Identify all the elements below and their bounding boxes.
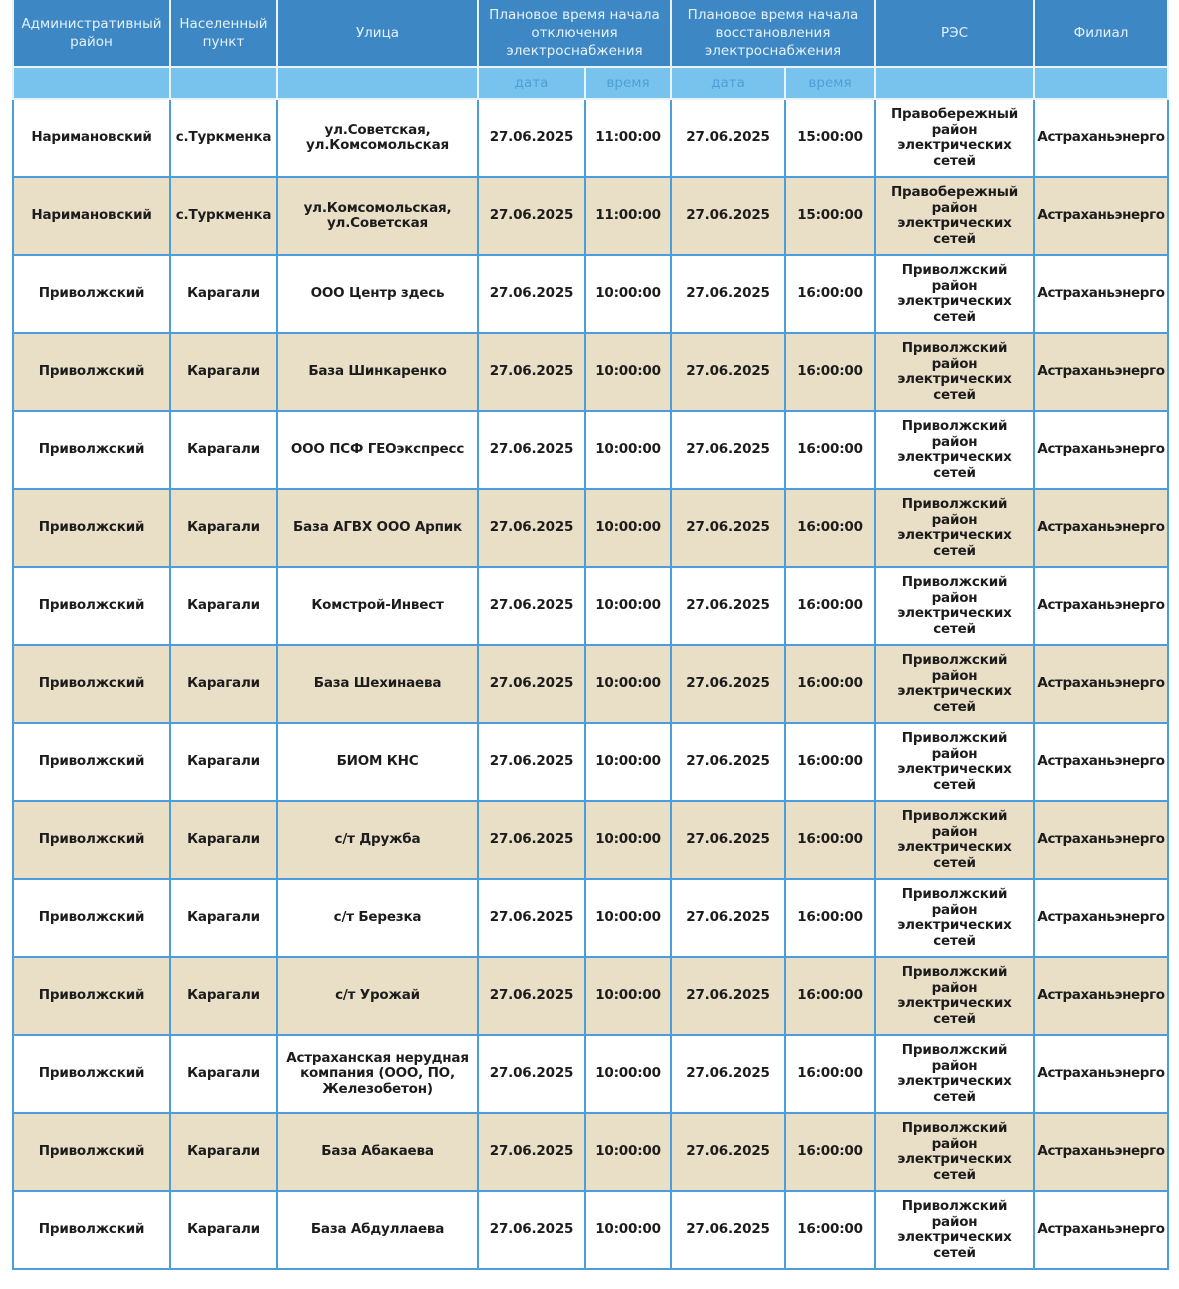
cell-street: с/т Дружба <box>277 801 478 879</box>
cell-on-time: 16:00:00 <box>785 879 875 957</box>
table-body <box>13 99 1168 1269</box>
cell-on-date: 27.06.2025 <box>671 645 785 723</box>
cell-on-date: 27.06.2025 <box>671 489 785 567</box>
cell-off-time: 10:00:00 <box>585 1035 671 1113</box>
outage-table <box>12 0 1169 1270</box>
cell-street: Астраханская нерудная компания (ООО, ПО, Железобетон) <box>277 1035 478 1113</box>
cell-branch: Астраханьэнерго <box>1034 1113 1168 1191</box>
cell-on-date: 27.06.2025 <box>671 723 785 801</box>
cell-settlement: Карагали <box>170 1113 277 1191</box>
cell-settlement: Карагали <box>170 879 277 957</box>
header-street: Улица <box>277 0 478 67</box>
cell-res: Приволжский район электрических сетей <box>875 801 1034 879</box>
subheader-empty <box>170 67 277 99</box>
cell-off-time: 11:00:00 <box>585 177 671 255</box>
cell-res: Приволжский район электрических сетей <box>875 411 1034 489</box>
cell-res: Приволжский район электрических сетей <box>875 723 1034 801</box>
cell-res: Приволжский район электрических сетей <box>875 1035 1034 1113</box>
cell-district: Приволжский <box>13 411 170 489</box>
cell-on-date: 27.06.2025 <box>671 333 785 411</box>
table-row <box>13 801 1168 879</box>
cell-district: Приволжский <box>13 1191 170 1269</box>
cell-off-date: 27.06.2025 <box>478 489 585 567</box>
cell-on-time: 16:00:00 <box>785 411 875 489</box>
cell-street: База Шехинаева <box>277 645 478 723</box>
cell-district: Приволжский <box>13 879 170 957</box>
cell-district: Приволжский <box>13 1113 170 1191</box>
cell-on-time: 16:00:00 <box>785 567 875 645</box>
header-branch: Филиал <box>1034 0 1168 67</box>
cell-off-date: 27.06.2025 <box>478 567 585 645</box>
cell-settlement: Карагали <box>170 1191 277 1269</box>
outage-schedule <box>12 0 1167 1270</box>
cell-branch: Астраханьэнерго <box>1034 879 1168 957</box>
cell-off-date: 27.06.2025 <box>478 957 585 1035</box>
cell-street: База Шинкаренко <box>277 333 478 411</box>
cell-district: Приволжский <box>13 255 170 333</box>
subheader-empty <box>875 67 1034 99</box>
cell-settlement: Карагали <box>170 1035 277 1113</box>
cell-branch: Астраханьэнерго <box>1034 333 1168 411</box>
cell-res: Приволжский район электрических сетей <box>875 1191 1034 1269</box>
cell-on-time: 16:00:00 <box>785 333 875 411</box>
header-res: РЭС <box>875 0 1034 67</box>
cell-res: Приволжский район электрических сетей <box>875 879 1034 957</box>
cell-res: Приволжский район электрических сетей <box>875 489 1034 567</box>
cell-on-time: 16:00:00 <box>785 489 875 567</box>
cell-res: Правобережный район электрических сетей <box>875 177 1034 255</box>
cell-settlement: Карагали <box>170 801 277 879</box>
cell-off-time: 10:00:00 <box>585 801 671 879</box>
cell-street: База Абакаева <box>277 1113 478 1191</box>
cell-on-time: 16:00:00 <box>785 801 875 879</box>
cell-settlement: Карагали <box>170 957 277 1035</box>
subheader-off-time: время <box>585 67 671 99</box>
cell-settlement: Карагали <box>170 255 277 333</box>
cell-off-time: 11:00:00 <box>585 99 671 177</box>
cell-off-date: 27.06.2025 <box>478 1191 585 1269</box>
cell-street: ООО Центр здесь <box>277 255 478 333</box>
cell-branch: Астраханьэнерго <box>1034 957 1168 1035</box>
cell-branch: Астраханьэнерго <box>1034 1035 1168 1113</box>
table-row <box>13 255 1168 333</box>
subheader-empty <box>1034 67 1168 99</box>
cell-settlement: Карагали <box>170 723 277 801</box>
cell-off-date: 27.06.2025 <box>478 1035 585 1113</box>
cell-street: ул.Комсомольская, ул.Советская <box>277 177 478 255</box>
cell-district: Приволжский <box>13 567 170 645</box>
cell-district: Приволжский <box>13 333 170 411</box>
cell-off-time: 10:00:00 <box>585 489 671 567</box>
cell-settlement: Карагали <box>170 645 277 723</box>
subheader-empty <box>277 67 478 99</box>
cell-off-date: 27.06.2025 <box>478 879 585 957</box>
cell-off-time: 10:00:00 <box>585 333 671 411</box>
cell-district: Приволжский <box>13 489 170 567</box>
cell-off-date: 27.06.2025 <box>478 1113 585 1191</box>
cell-street: с/т Березка <box>277 879 478 957</box>
cell-on-date: 27.06.2025 <box>671 177 785 255</box>
table-row <box>13 99 1168 177</box>
cell-district: Наримановский <box>13 99 170 177</box>
table-row <box>13 1035 1168 1113</box>
cell-street: База Абдуллаева <box>277 1191 478 1269</box>
cell-on-date: 27.06.2025 <box>671 879 785 957</box>
cell-off-time: 10:00:00 <box>585 255 671 333</box>
cell-res: Приволжский район электрических сетей <box>875 333 1034 411</box>
header-on-group: Плановое время начала восстановления электроснабжения <box>671 0 875 67</box>
cell-on-time: 15:00:00 <box>785 177 875 255</box>
cell-off-date: 27.06.2025 <box>478 99 585 177</box>
cell-off-date: 27.06.2025 <box>478 177 585 255</box>
cell-off-date: 27.06.2025 <box>478 411 585 489</box>
cell-off-time: 10:00:00 <box>585 1113 671 1191</box>
subheader-off-date: дата <box>478 67 585 99</box>
cell-off-date: 27.06.2025 <box>478 255 585 333</box>
cell-settlement: Карагали <box>170 489 277 567</box>
cell-off-date: 27.06.2025 <box>478 723 585 801</box>
cell-street: БИОМ КНС <box>277 723 478 801</box>
cell-on-time: 16:00:00 <box>785 1035 875 1113</box>
header-district: Административный район <box>13 0 170 67</box>
header-settlement: Населенный пункт <box>170 0 277 67</box>
cell-on-date: 27.06.2025 <box>671 411 785 489</box>
cell-off-time: 10:00:00 <box>585 1191 671 1269</box>
cell-off-time: 10:00:00 <box>585 645 671 723</box>
subheader-on-time: время <box>785 67 875 99</box>
cell-off-date: 27.06.2025 <box>478 333 585 411</box>
cell-settlement: Карагали <box>170 333 277 411</box>
subheader-on-date: дата <box>671 67 785 99</box>
cell-off-time: 10:00:00 <box>585 957 671 1035</box>
table-row <box>13 723 1168 801</box>
cell-street: Комстрой-Инвест <box>277 567 478 645</box>
cell-res: Приволжский район электрических сетей <box>875 567 1034 645</box>
cell-on-time: 16:00:00 <box>785 957 875 1035</box>
cell-branch: Астраханьэнерго <box>1034 99 1168 177</box>
cell-settlement: Карагали <box>170 411 277 489</box>
cell-branch: Астраханьэнерго <box>1034 567 1168 645</box>
cell-on-date: 27.06.2025 <box>671 957 785 1035</box>
cell-on-date: 27.06.2025 <box>671 1035 785 1113</box>
cell-branch: Астраханьэнерго <box>1034 723 1168 801</box>
table-row <box>13 333 1168 411</box>
cell-on-date: 27.06.2025 <box>671 1191 785 1269</box>
subheader-empty <box>13 67 170 99</box>
cell-res: Приволжский район электрических сетей <box>875 957 1034 1035</box>
table-row <box>13 177 1168 255</box>
cell-district: Наримановский <box>13 177 170 255</box>
cell-on-time: 16:00:00 <box>785 1113 875 1191</box>
table-row <box>13 957 1168 1035</box>
cell-res: Приволжский район электрических сетей <box>875 1113 1034 1191</box>
cell-street: База АГВХ ООО Арпик <box>277 489 478 567</box>
cell-branch: Астраханьэнерго <box>1034 411 1168 489</box>
cell-res: Приволжский район электрических сетей <box>875 645 1034 723</box>
table-row <box>13 567 1168 645</box>
cell-on-time: 15:00:00 <box>785 99 875 177</box>
cell-branch: Астраханьэнерго <box>1034 1191 1168 1269</box>
cell-off-time: 10:00:00 <box>585 411 671 489</box>
cell-on-time: 16:00:00 <box>785 1191 875 1269</box>
table-header <box>13 0 1168 99</box>
table-row <box>13 879 1168 957</box>
cell-res: Правобережный район электрических сетей <box>875 99 1034 177</box>
cell-on-date: 27.06.2025 <box>671 1113 785 1191</box>
table-row <box>13 411 1168 489</box>
cell-street: ул.Советская, ул.Комсомольская <box>277 99 478 177</box>
cell-street: с/т Урожай <box>277 957 478 1035</box>
cell-branch: Астраханьэнерго <box>1034 177 1168 255</box>
cell-off-date: 27.06.2025 <box>478 645 585 723</box>
cell-on-date: 27.06.2025 <box>671 801 785 879</box>
cell-on-time: 16:00:00 <box>785 255 875 333</box>
cell-street: ООО ПСФ ГЕОэкспресс <box>277 411 478 489</box>
cell-off-time: 10:00:00 <box>585 879 671 957</box>
cell-district: Приволжский <box>13 723 170 801</box>
table-row <box>13 1191 1168 1269</box>
cell-res: Приволжский район электрических сетей <box>875 255 1034 333</box>
cell-on-time: 16:00:00 <box>785 645 875 723</box>
cell-branch: Астраханьэнерго <box>1034 801 1168 879</box>
cell-branch: Астраханьэнерго <box>1034 489 1168 567</box>
cell-on-time: 16:00:00 <box>785 723 875 801</box>
table-row <box>13 489 1168 567</box>
cell-on-date: 27.06.2025 <box>671 99 785 177</box>
cell-district: Приволжский <box>13 645 170 723</box>
cell-branch: Астраханьэнерго <box>1034 255 1168 333</box>
cell-off-time: 10:00:00 <box>585 723 671 801</box>
table-row <box>13 1113 1168 1191</box>
cell-on-date: 27.06.2025 <box>671 567 785 645</box>
cell-branch: Астраханьэнерго <box>1034 645 1168 723</box>
cell-district: Приволжский <box>13 1035 170 1113</box>
cell-settlement: Карагали <box>170 567 277 645</box>
cell-on-date: 27.06.2025 <box>671 255 785 333</box>
cell-settlement: с.Туркменка <box>170 99 277 177</box>
cell-district: Приволжский <box>13 801 170 879</box>
table-row <box>13 645 1168 723</box>
cell-off-time: 10:00:00 <box>585 567 671 645</box>
header-off-group: Плановое время начала отключения электроснабжения <box>478 0 671 67</box>
cell-district: Приволжский <box>13 957 170 1035</box>
cell-settlement: с.Туркменка <box>170 177 277 255</box>
cell-off-date: 27.06.2025 <box>478 801 585 879</box>
